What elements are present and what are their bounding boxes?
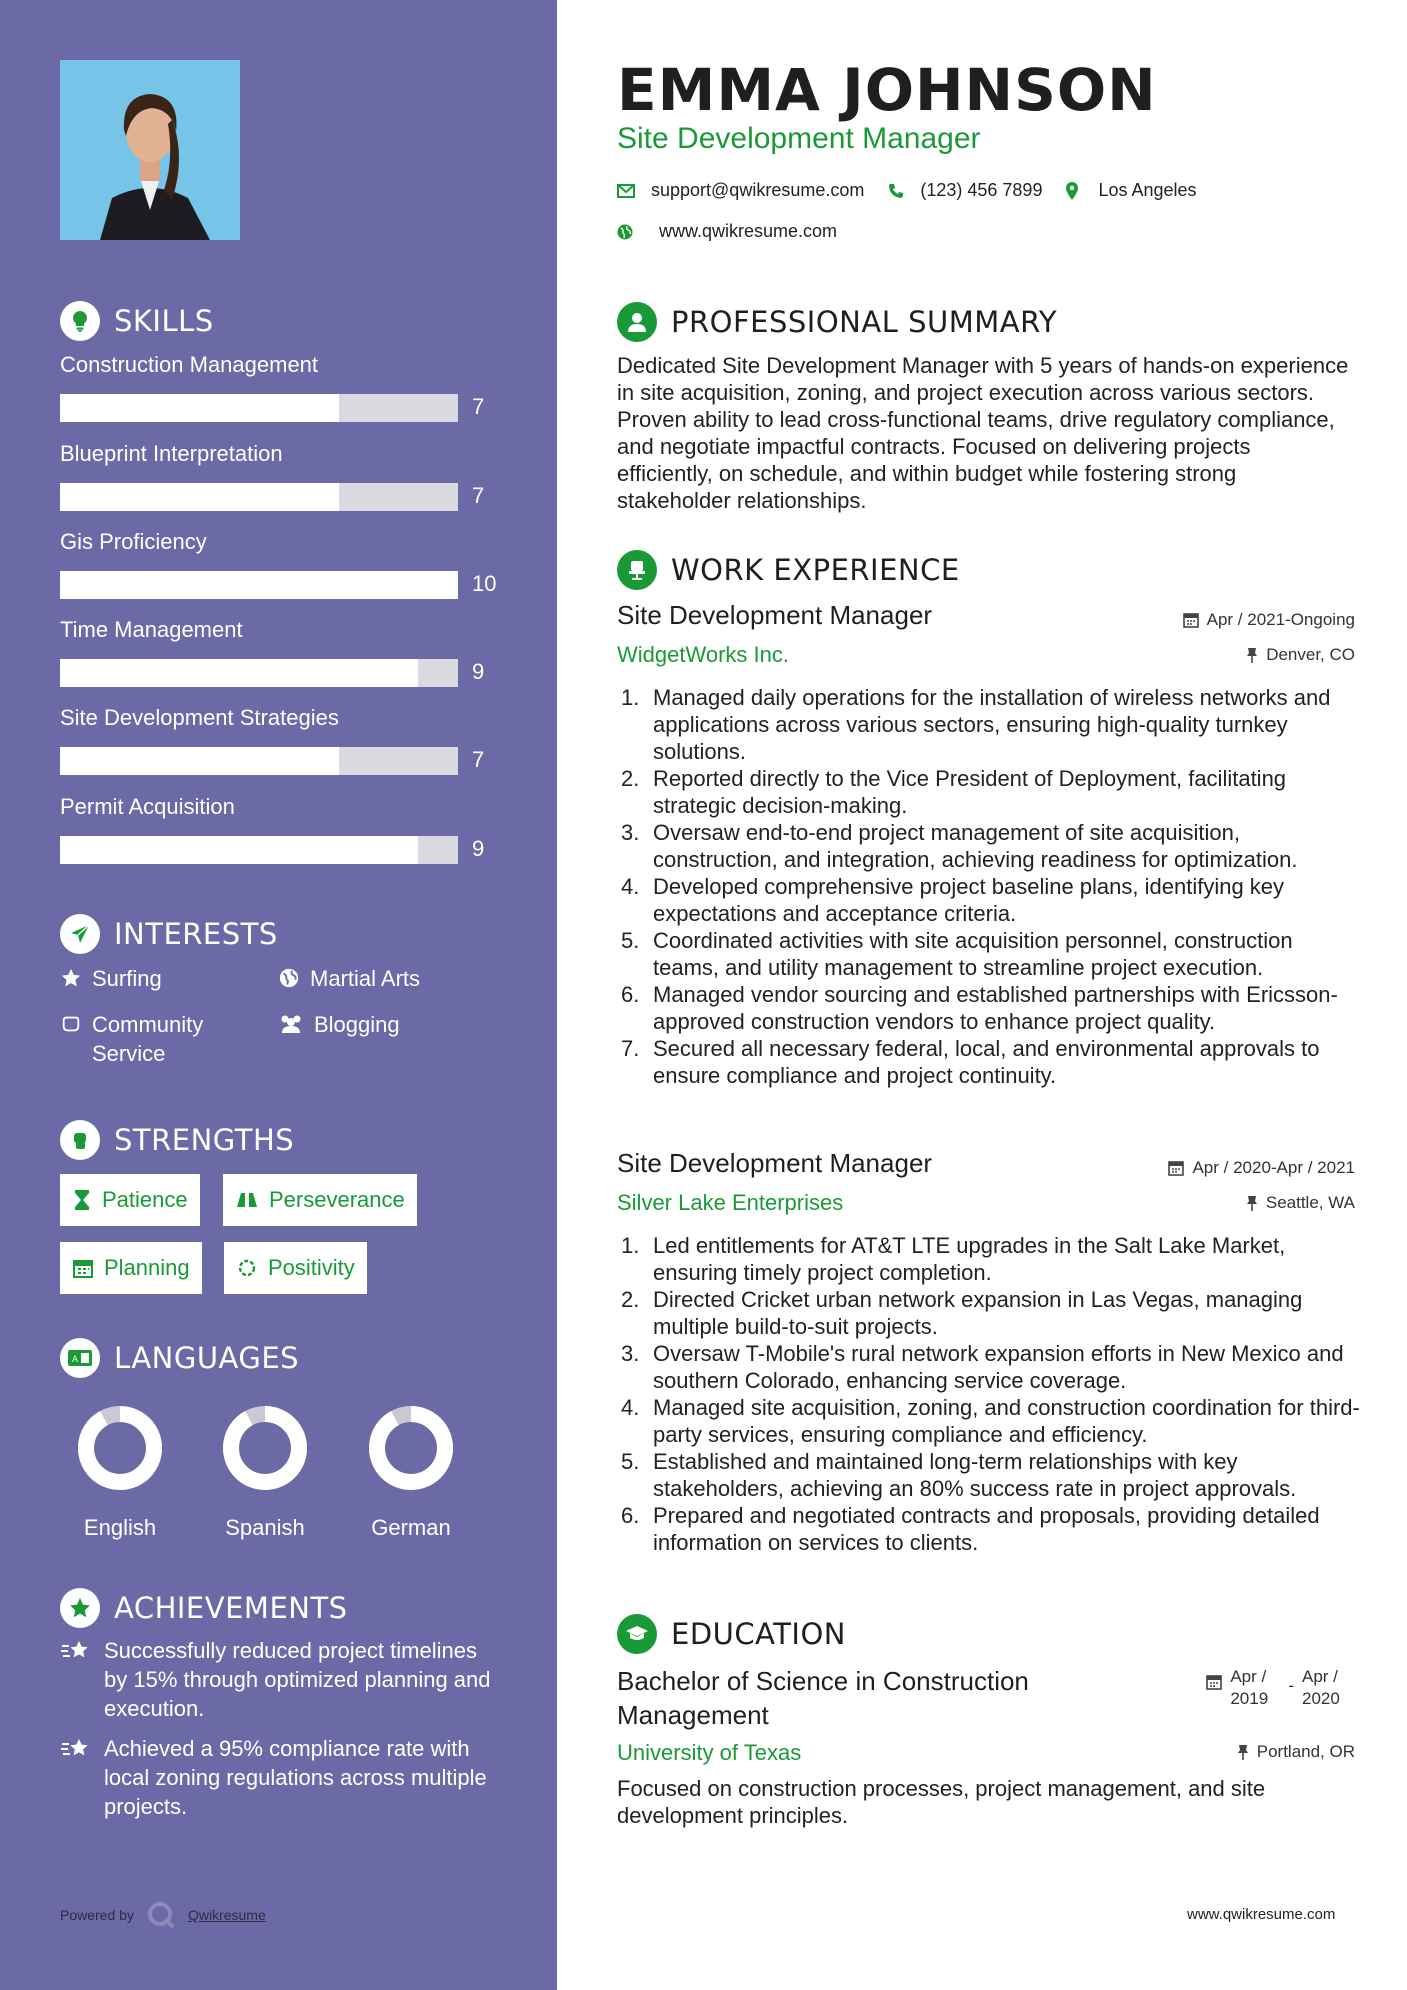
education-start: Apr / 2019 [1230, 1667, 1269, 1708]
shooting-star-icon [60, 1736, 92, 1762]
skill-bar-fill [60, 571, 458, 599]
hand-icon [60, 1013, 82, 1035]
strength-badge [60, 1174, 200, 1226]
education-end: Apr / 2020 [1302, 1667, 1340, 1708]
skill-value: 10 [472, 571, 497, 596]
interest-item [60, 1010, 240, 1068]
lightbulb-icon [60, 301, 100, 341]
language-item [60, 1400, 180, 1541]
interest-label: Blogging [314, 1012, 400, 1037]
strength-badge [223, 1174, 417, 1226]
job-company: WidgetWorks Inc. [617, 642, 789, 667]
strength-badge [224, 1242, 367, 1294]
interest-item [60, 964, 162, 993]
duty-item: Coordinated activities with site acquisition personnel, construction teams, and utility management to streamline project execution. [653, 928, 1293, 980]
skill-bar [60, 483, 458, 511]
footer-url[interactable]: www.qwikresume.com [1187, 1906, 1336, 1923]
skill-name: Gis Proficiency [60, 529, 207, 554]
powered-by-label: Powered by [60, 1907, 134, 1923]
duty-item: Reported directly to the Vice President of Deployment, facilitating strategic decision-making. [653, 766, 1287, 818]
duty-item: Led entitlements for AT&T LTE upgrades in the Salt Lake Market, ensuring timely project completion. [653, 1233, 1286, 1285]
skill-bar [60, 836, 458, 864]
job-dates [1168, 1158, 1355, 1178]
fist-icon [60, 1120, 100, 1160]
strength-label: Perseverance [269, 1187, 405, 1212]
language-ring [205, 1400, 325, 1500]
skill-item [60, 705, 500, 772]
achievements-title: ACHIEVEMENTS [114, 1591, 348, 1625]
skill-value: 7 [472, 747, 485, 772]
strength-label: Patience [102, 1187, 188, 1212]
interest-item [278, 964, 420, 993]
skill-item [60, 441, 500, 508]
skill-bar-fill [60, 483, 339, 511]
contact-row [617, 180, 1197, 201]
job-location [1246, 1193, 1355, 1213]
calendar-icon [1168, 1160, 1184, 1176]
binoculars-icon [235, 1190, 259, 1210]
skill-bar [60, 394, 458, 422]
education-dates: Apr / 2019 - Apr / 2020 [1206, 1666, 1352, 1710]
skill-bar-fill [60, 836, 418, 864]
calendar-icon [1206, 1674, 1222, 1690]
duty-item: Oversaw end-to-end project management of site acquisition, construction, and integration, achieving readiness for optimization. [653, 820, 1298, 872]
achievement-item [60, 1636, 500, 1723]
users-icon [278, 1013, 304, 1035]
calendar-icon [72, 1257, 94, 1279]
interest-item [278, 1010, 400, 1039]
skill-item [60, 794, 500, 861]
job-dates-text: Apr / 2020-Apr / 2021 [1192, 1158, 1355, 1177]
pushpin-icon [1237, 1744, 1249, 1760]
strengths-heading [60, 1120, 294, 1160]
strength-badge [60, 1242, 202, 1294]
interests-heading [60, 914, 278, 954]
education-location-text: Portland, OR [1256, 1742, 1355, 1761]
graduation-icon [617, 1614, 657, 1654]
map-pin-icon [1066, 182, 1078, 200]
skill-name: Site Development Strategies [60, 705, 339, 730]
degree: Bachelor of Science in Construction Management [617, 1666, 1029, 1730]
education-heading [617, 1614, 846, 1654]
duty-item: Developed comprehensive project baseline plans, identifying key expectations and acceptance criteria. [653, 874, 1285, 926]
phone: (123) 456 7899 [920, 180, 1043, 200]
duty-item: Managed vendor sourcing and established partnerships with Ericsson-approved construction vendors to enhance project quality. [653, 982, 1338, 1034]
job-dates [1183, 610, 1355, 630]
skill-item [60, 352, 500, 419]
school: University of Texas [617, 1740, 802, 1765]
office-chair-icon [617, 550, 657, 590]
languages-title: LANGUAGES [114, 1341, 300, 1375]
skill-name: Construction Management [60, 352, 319, 377]
paper-plane-icon [60, 914, 100, 954]
skill-name: Blueprint Interpretation [60, 441, 283, 466]
skill-value: 7 [472, 483, 485, 508]
strengths-title: STRENGTHS [114, 1123, 295, 1157]
pushpin-icon [1246, 1195, 1258, 1211]
phone-icon [888, 183, 904, 199]
experience-heading [617, 550, 960, 590]
achievement-text: Successfully reduced project timelines by 15% through optimized planning and execution. [104, 1638, 491, 1721]
job-title: Site Development Manager [617, 122, 981, 155]
candidate-name: EMMA JOHNSON [617, 56, 1157, 124]
skill-bar-fill [60, 659, 418, 687]
experience-title: WORK EXPERIENCE [671, 553, 960, 587]
duty-item: Prepared and negotiated contracts and proposals, providing detailed information on services to clients. [653, 1503, 1320, 1555]
duty-item: Oversaw T-Mobile's rural network expansion efforts in New Mexico and southern Colorado, enhancing service coverage. [653, 1341, 1344, 1393]
skill-name: Time Management [60, 617, 243, 642]
envelope-icon [617, 184, 635, 198]
job-role: Site Development Manager [617, 1148, 933, 1178]
svg-text:A: A [72, 1355, 79, 1365]
globe-icon [617, 224, 633, 240]
award-icon [60, 1588, 100, 1628]
skills-title: SKILLS [114, 304, 214, 338]
duty-item: Managed site acquisition, zoning, and construction coordination for third-party services, ensuring compliance and efficiency. [653, 1395, 1360, 1447]
job-dates-text: Apr / 2021-Ongoing [1206, 610, 1355, 629]
duty-item: Secured all necessary federal, local, and environmental approvals to ensure compliance and project continuity. [653, 1036, 1320, 1088]
hourglass-icon [72, 1189, 92, 1211]
education-location [1237, 1742, 1355, 1762]
skill-bar-fill [60, 394, 339, 422]
calendar-icon [1183, 612, 1199, 628]
education-title: EDUCATION [671, 1617, 847, 1651]
job-role: Site Development Manager [617, 600, 933, 630]
pushpin-icon [1246, 647, 1258, 663]
summary-heading [617, 302, 1057, 342]
language-name: Spanish [225, 1515, 305, 1540]
email[interactable]: support@qwikresume.com [651, 180, 865, 200]
skill-item [60, 617, 500, 684]
summary-title: PROFESSIONAL SUMMARY [671, 305, 1058, 339]
skill-name: Permit Acquisition [60, 794, 235, 819]
job-location-text: Seattle, WA [1265, 1193, 1355, 1212]
job-location [1246, 645, 1355, 665]
globe-icon [278, 967, 300, 989]
language-ring [351, 1400, 471, 1500]
interests-title: INTERESTS [114, 917, 278, 951]
website[interactable]: www.qwikresume.com [659, 221, 838, 241]
strength-label: Planning [104, 1255, 190, 1280]
star-icon [60, 967, 82, 989]
job-company: Silver Lake Enterprises [617, 1190, 844, 1215]
skills-heading [60, 301, 214, 341]
language-ring [60, 1400, 180, 1500]
job-duties [635, 684, 1363, 1089]
language-name: English [83, 1515, 157, 1540]
user-icon [617, 302, 657, 342]
skill-bar-fill [60, 747, 339, 775]
language-item [205, 1400, 325, 1541]
summary-text: Dedicated Site Development Manager with 5 years of hands-on experience in site acquisition, zoning, and project execution across various sectors. Proven ability to lead cross-functional teams, drive regulatory compliance, and negotiate impactful contracts. Focused on delivering projects efficiently, on schedule, and within budget while fostering strong stakeholder relationships. [617, 353, 1349, 513]
achievement-item [60, 1734, 500, 1821]
education-description: Focused on construction processes, project management, and site development principles. [617, 1776, 1266, 1828]
language-name: German [371, 1515, 451, 1540]
interest-label: Surfing [92, 966, 162, 991]
duty-item: Directed Cricket urban network expansion in Las Vegas, managing multiple build-to-suit projects. [653, 1287, 1303, 1339]
interest-label: Martial Arts [310, 966, 421, 991]
skill-value: 7 [472, 394, 485, 419]
skill-item [60, 529, 500, 596]
achievement-text: Achieved a 95% compliance rate with local zoning regulations across multiple projects. [104, 1736, 487, 1819]
job-location-text: Denver, CO [1266, 645, 1355, 664]
skill-value: 9 [472, 836, 485, 861]
skill-value: 9 [472, 659, 485, 684]
skill-bar [60, 659, 458, 687]
languages-heading [60, 1338, 299, 1378]
duty-item: Established and maintained long-term relationships with key stakeholders, achieving an 80% success rate in project approvals. [653, 1449, 1297, 1501]
qwikresume-logo-icon [146, 1900, 176, 1930]
job-duties [635, 1232, 1363, 1556]
shooting-star-icon [60, 1638, 92, 1664]
duty-item: Managed daily operations for the installation of wireless networks and applications across various sectors, ensuring high-quality turnkey solutions. [653, 685, 1331, 764]
sidebar [0, 0, 557, 1990]
strength-label: Positivity [268, 1255, 355, 1280]
powered-by [60, 1900, 266, 1930]
achievements-heading [60, 1588, 348, 1628]
qwikresume-link[interactable]: Qwikresume [187, 1907, 266, 1923]
skill-bar [60, 571, 458, 599]
website-row [617, 221, 837, 242]
language-icon [60, 1338, 100, 1378]
sun-icon [236, 1257, 258, 1279]
skill-bar [60, 747, 458, 775]
location: Los Angeles [1098, 180, 1197, 200]
language-item [351, 1400, 471, 1541]
interest-label: Community Service [92, 1012, 204, 1066]
profile-photo [60, 60, 240, 240]
